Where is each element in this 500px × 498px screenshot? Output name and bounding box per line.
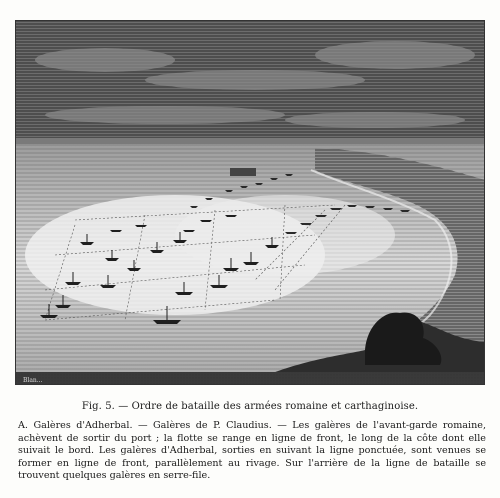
- engraver-signature: Blan...: [23, 377, 43, 384]
- engraving-illustration: [15, 20, 485, 385]
- figure-legend: A. Galères d'Adherbal. — Galères de P. Claudius. — Les galères de l'avant-garde romaine, achèvent de sortir du port ; la flotte se range en ligne de front, le long de la côte dont elle suivait le bord. Les galères d'Adherbal, sorties en suivant la ligne ponctuée, sont venues se former en ligne de front, parallèlement au rivage. Sur l'arrière de la ligne de bataille se trouvent quelques galères en serre-file.: [18, 420, 486, 482]
- port-structure: [230, 168, 256, 176]
- figure-caption: Fig. 5. — Ordre de bataille des armées romaine et carthaginoise.: [81, 401, 419, 412]
